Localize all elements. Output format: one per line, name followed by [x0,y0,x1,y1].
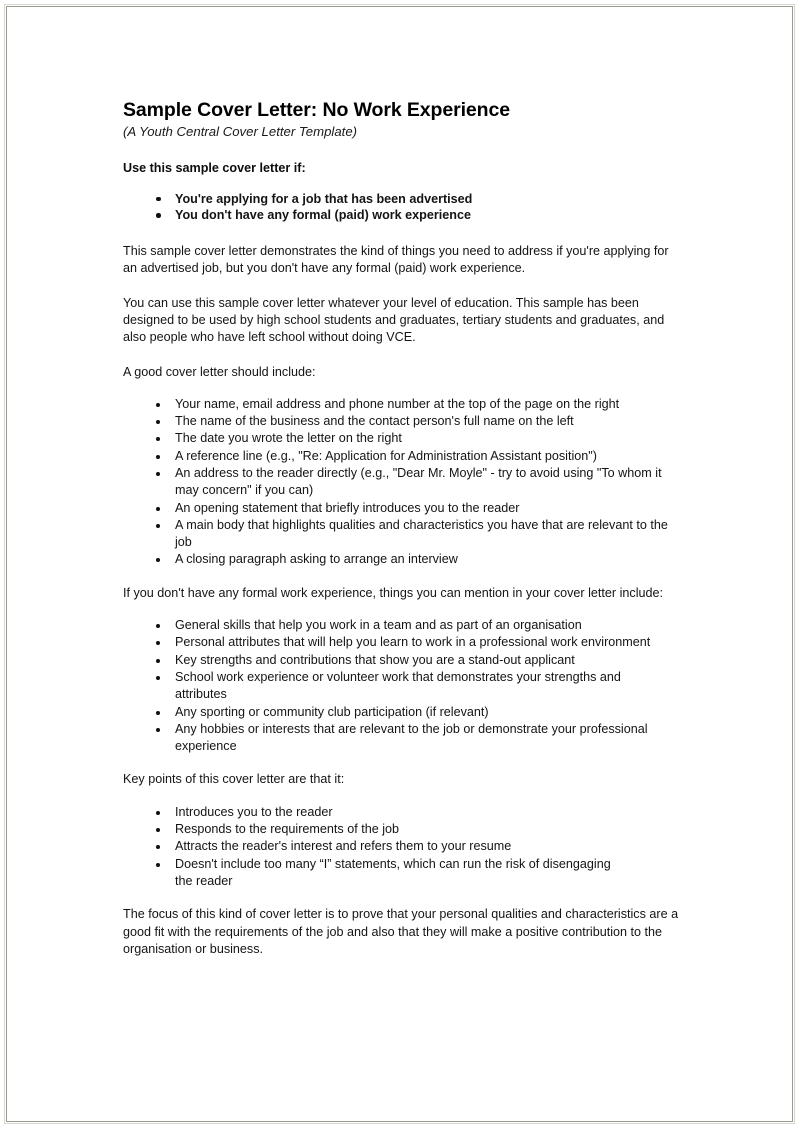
document-body [123,99,679,975]
closing-paragraph: The focus of this kind of cover letter is to prove that your personal qualities and characteristics are a good fit with the requirements of the job and also that they will make a positive contribution to the organisation or business. [123,907,679,956]
list-item: An address to the reader directly (e.g., "Dear Mr. Moyle" - try to avoid using "To whom it may concern" if you can) [123,465,679,500]
list-item: Responds to the requirements of the job [123,821,679,838]
list-item: You don't have any formal (paid) work experience [123,207,679,224]
list-item: The name of the business and the contact person's full name on the left [123,413,679,430]
list-item: A reference line (e.g., "Re: Application for Administration Assistant position") [123,448,679,465]
list-item: The date you wrote the letter on the right [123,430,679,447]
list-item: General skills that help you work in a team and as part of an organisation [123,617,679,634]
intro-paragraph-2: You can use this sample cover letter whatever your level of education. This sample has been designed to be used by high school students and graduates, tertiary students and graduates, and also people who have left school without doing VCE. [123,295,665,345]
use-this-heading: Use this sample cover letter if: [123,160,306,175]
list-item: Any sporting or community club participation (if relevant) [123,704,679,721]
page-sheet [6,6,793,1122]
list-item: School work experience or volunteer work that demonstrates your strengths and attributes [123,669,679,704]
list-item: An opening statement that briefly introduces you to the reader [123,500,679,517]
list-item: Doesn't include too many “I” statements, which can run the risk of disengaging the reader [123,856,679,891]
mention-bullet-list [123,617,679,755]
list-item: You're applying for a job that has been advertised [123,191,679,208]
list-item: Key strengths and contributions that show you are a stand-out applicant [123,652,679,669]
list-item: A main body that highlights qualities and characteristics you have that are relevant to the job [123,517,679,552]
page-title: Sample Cover Letter: No Work Experience [123,99,510,121]
intro-paragraph-1: This sample cover letter demonstrates the kind of things you need to address if you're applying for an advertised job, but you don't have any formal (paid) work experience. [123,244,669,276]
list-item: Your name, email address and phone number at the top of the page on the right [123,396,679,413]
list-item: Attracts the reader's interest and refers them to your resume [123,838,679,855]
key-points-bullet-list [123,804,679,890]
list-item: Personal attributes that will help you learn to work in a professional work environment [123,634,679,651]
mention-heading: If you don't have any formal work experience, things you can mention in your cover letter include: [123,585,664,600]
list-item: Introduces you to the reader [123,804,679,821]
page-subtitle: (A Youth Central Cover Letter Template) [123,124,358,139]
include-bullet-list [123,396,679,569]
use-this-bullet-list [123,191,679,224]
list-item: A closing paragraph asking to arrange an interview [123,551,679,568]
key-points-heading: Key points of this cover letter are that it: [123,772,345,787]
include-heading: A good cover letter should include: [123,364,316,379]
list-item: Any hobbies or interests that are relevant to the job or demonstrate your professional experience [123,721,679,756]
